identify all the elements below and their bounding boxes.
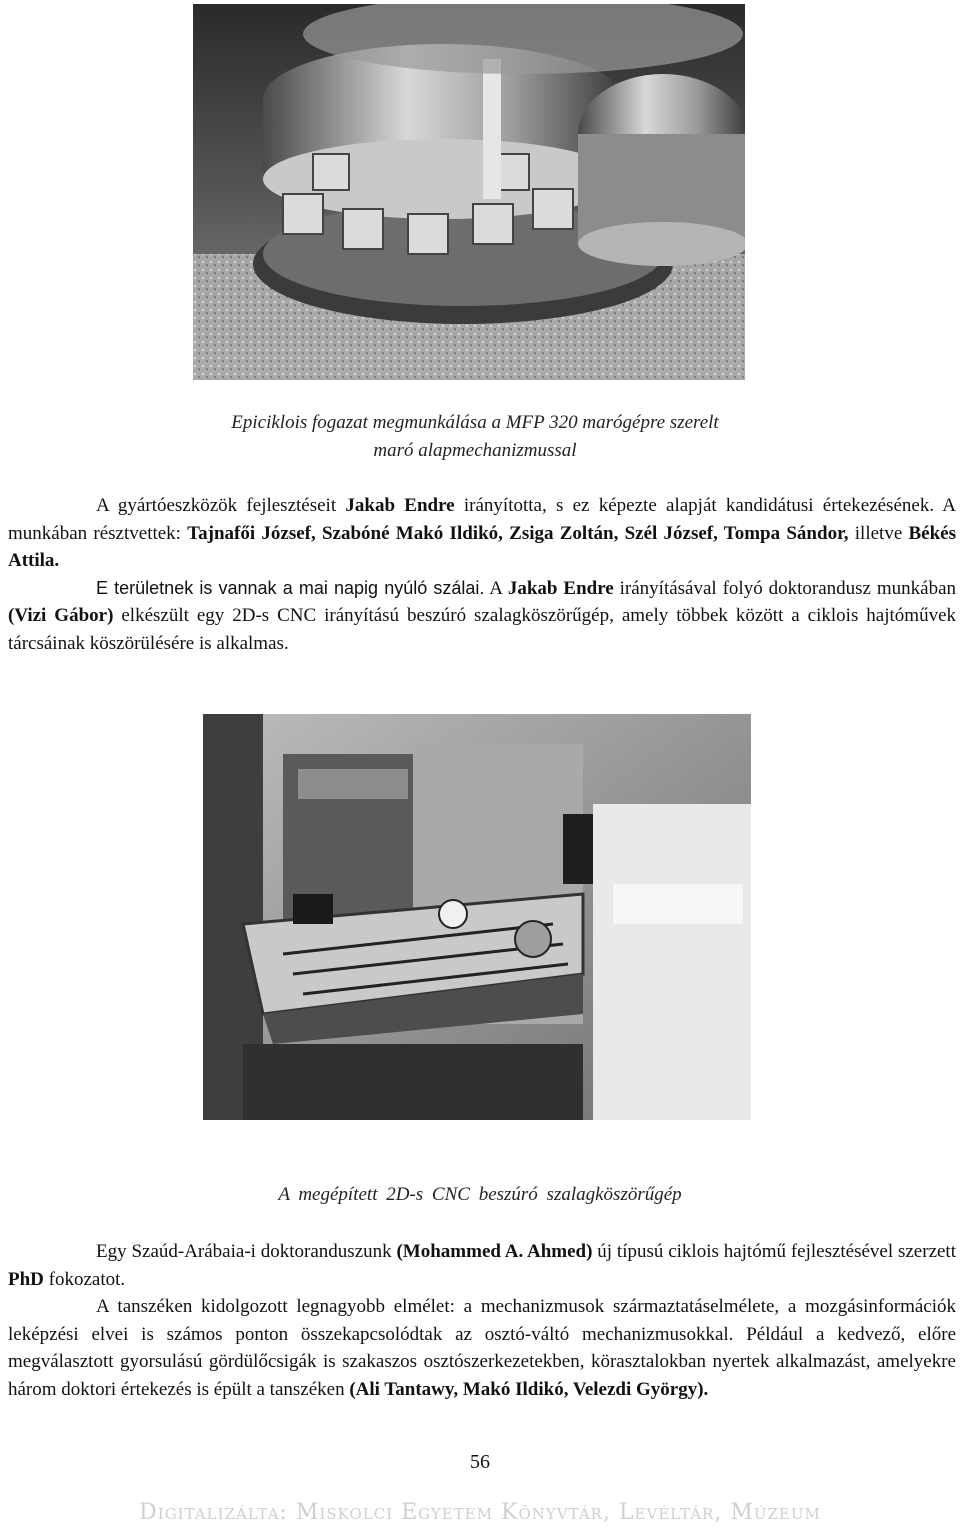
text-segment: új típusú ciklois hajtómű fejlesztésével szerzett [592,1241,956,1262]
text-segment: A [484,577,508,599]
text-segment: irányította, s ez képezte alapját kandidátusi értekezésének. A munkában résztvettek: [8,495,956,544]
grinder-photo [203,714,751,1120]
degree-highlight: PhD [8,1268,44,1290]
name-highlight: Tajnafői József, Szabóné Makó Ildikó, Zsiga Zoltán, Szél József, Tompa Sándor, [187,522,849,544]
name-highlight: Jakab Endre [345,495,455,516]
page-number: 56 [470,1451,490,1473]
name-highlight: Békés Attila. [8,522,956,571]
name-highlight: (Vizi Gábor) [8,605,114,626]
text-segment: illetve [848,522,909,544]
paragraph-theory [8,1293,956,1403]
text-segment: A tanszéken kidolgozott legnagyobb elmélet: a mechanizmusok származtatáselmélete, a mozgásinformációk leképzési elvei is számos ponton összekapcsolódtak az osztó-váltó mechanizmusokkal. Például a kedvező, előre megválasztott gyorsulású gördülőcsigák is szakaszos osztószerkezetekben, körasztalokban nyertek alkalmazást, amelyekre három doktori értekezés is épült a tanszéken [8,1296,956,1400]
machining-photo [193,4,745,380]
name-highlight: Jakab Endre [507,577,614,599]
name-highlight: (Mohammed A. Ahmed) [396,1241,593,1262]
paragraph-production-tools [8,492,956,657]
text-segment: A gyártóeszközök fejlesztéseit [96,495,346,516]
digitization-watermark: Digitalizálta: Miskolci Egyetem Könyvtár, Levéltár, Múzeum [139,1500,821,1525]
photo1-caption [150,409,800,465]
caption1-line2: maró alapmechanizmussal [373,440,577,461]
text-segment: fokozatot. [43,1268,126,1290]
text-segment: elkészült egy 2D-s CNC irányítású beszúró szalagköszörűgép, amely többek között a ciklois hajtóművek tárcsáinak köszörülésére is alkalmas. [8,605,957,654]
text-segment: irányításával folyó doktorandusz munkában [613,577,957,599]
cnc-grinder-image [203,714,751,1120]
text-segment: Egy Szaúd-Arábaia-i doktoranduszunk [96,1241,397,1262]
milling-machine-image [193,4,745,380]
caption1-line1: Epiciklois fogazat megmunkálása a MFP 320 marógépre szerelt [231,412,719,433]
text-segment: E területnek is vannak a mai napig nyúló szálai. [96,577,485,598]
name-highlight: (Ali Tantawy, Makó Ildikó, Velezdi György). [349,1378,709,1400]
photo2-caption: A megépített 2D-s CNC beszúró szalagköszörűgép [278,1184,682,1205]
paragraph-phd [8,1238,956,1293]
